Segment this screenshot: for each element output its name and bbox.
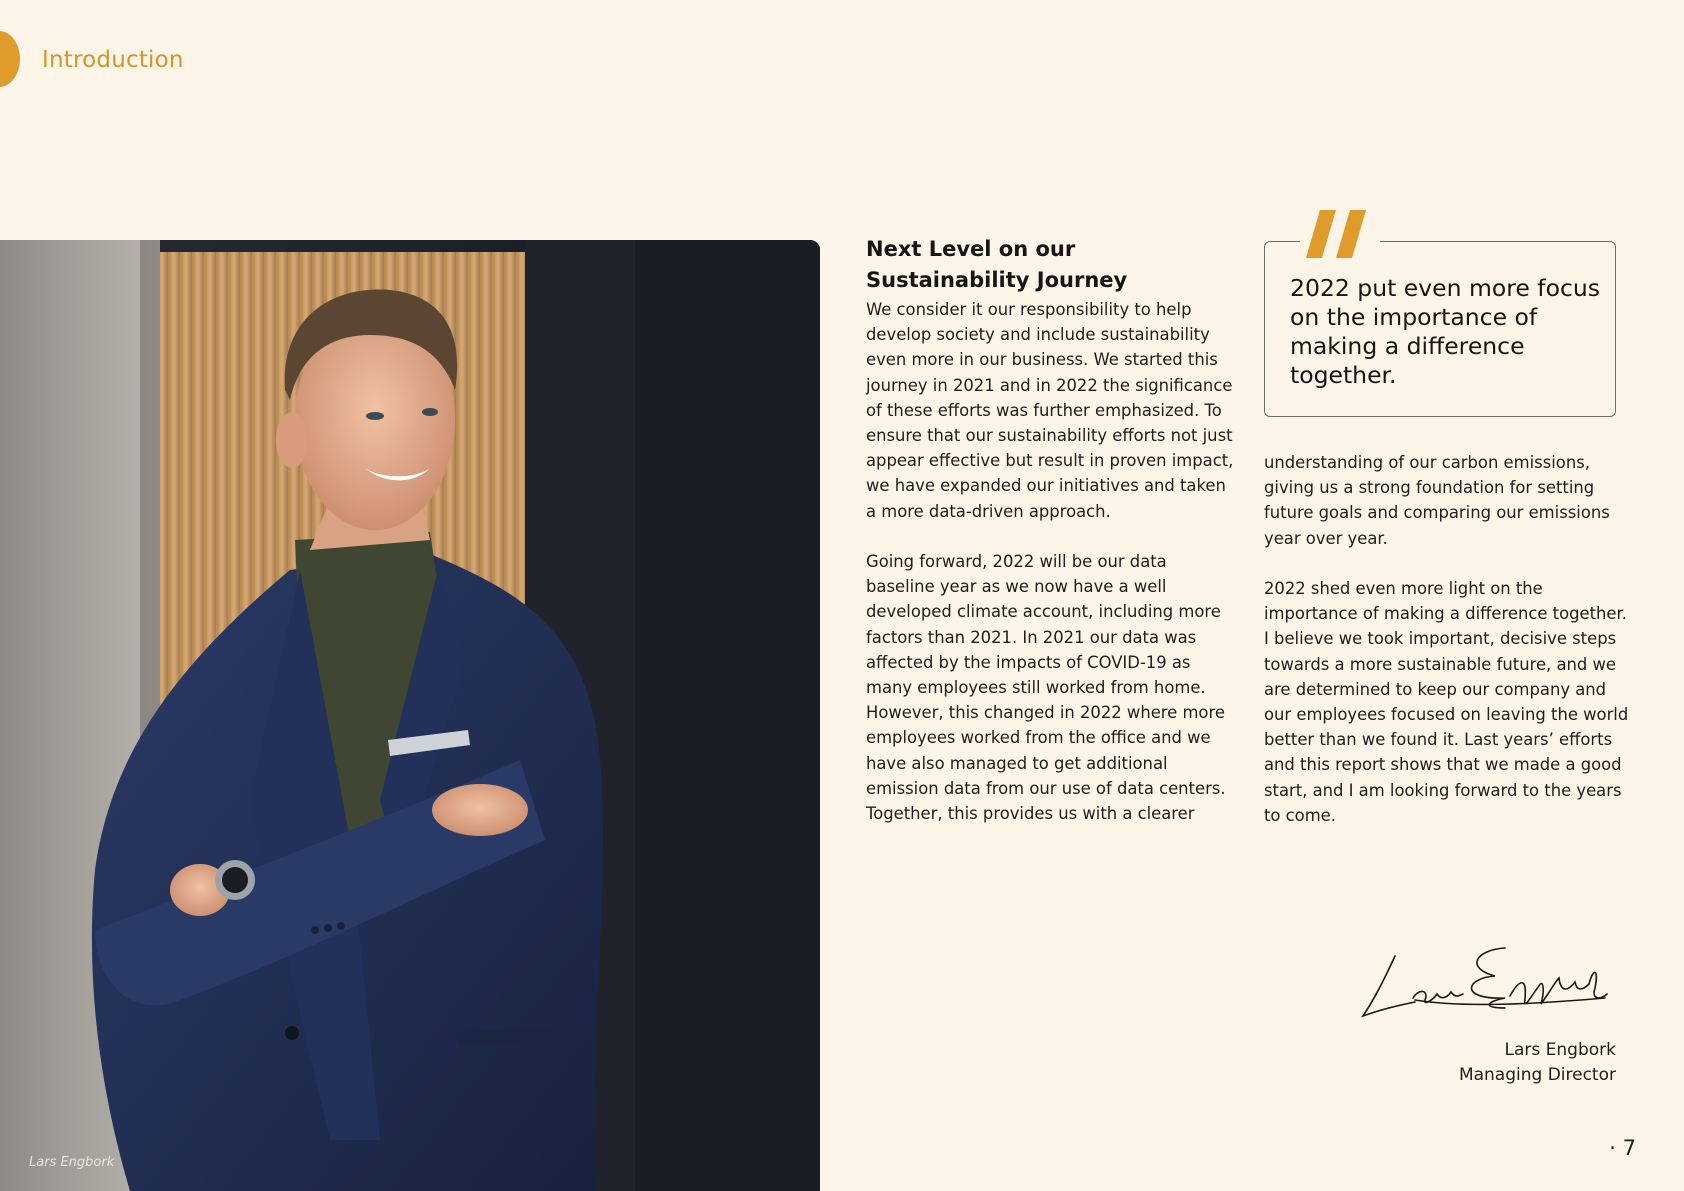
article-heading: Next Level on our Sustainability Journey	[866, 237, 1128, 292]
article-column-2	[1264, 450, 1636, 853]
handwritten-signature	[1355, 938, 1615, 1026]
photo-caption: Lars Engbork	[29, 1155, 115, 1170]
quote-mark-icon	[1300, 206, 1380, 262]
article-paragraph: understanding of our carbon emissions, giving us a strong foundation for setting future goals and comparing our emissions year over year.	[1264, 453, 1610, 548]
article-column-1	[866, 297, 1238, 851]
page-number: · 7	[1609, 1136, 1636, 1160]
signer-name: Lars Engbork	[1504, 1040, 1616, 1060]
section-marker	[0, 31, 20, 87]
section-title: Introduction	[42, 47, 184, 73]
signer-role: Managing Director	[1458, 1065, 1616, 1085]
article-paragraph: Going forward, 2022 will be our data baseline year as we now have a well developed climate account, including more factors than 2021. In 2021 our data was affected by the impacts of COVID-19 as many employees still worked from home. However, this changed in 2022 where more employees worked from the office and we have also managed to get additional emission data from our use of data centers. Together, this provides us with a clearer	[866, 552, 1226, 824]
portrait-photo	[0, 240, 820, 1191]
article-paragraph: We consider it our responsibility to help develop society and include sustainability even more in our business. We started this journey in 2021 and in 2022 the significance of these efforts was further emphasized. To ensure that our sustainability efforts not just appear effective but result in proven impact, we have expanded our initiatives and taken a more data-driven approach.	[866, 300, 1234, 521]
pull-quote-text: 2022 put even more focus on the importance of making a difference together.	[1290, 274, 1601, 389]
signer-block	[1459, 1038, 1616, 1088]
article-paragraph: 2022 shed even more light on the importance of making a difference together. I believe we took important, decisive steps towards a more sustainable future, and we are determined to keep our company and our employees focused on leaving the world better than we found it. Last years’ efforts and this report shows that we made a good start, and I am looking forward to the years to come.	[1264, 579, 1629, 825]
